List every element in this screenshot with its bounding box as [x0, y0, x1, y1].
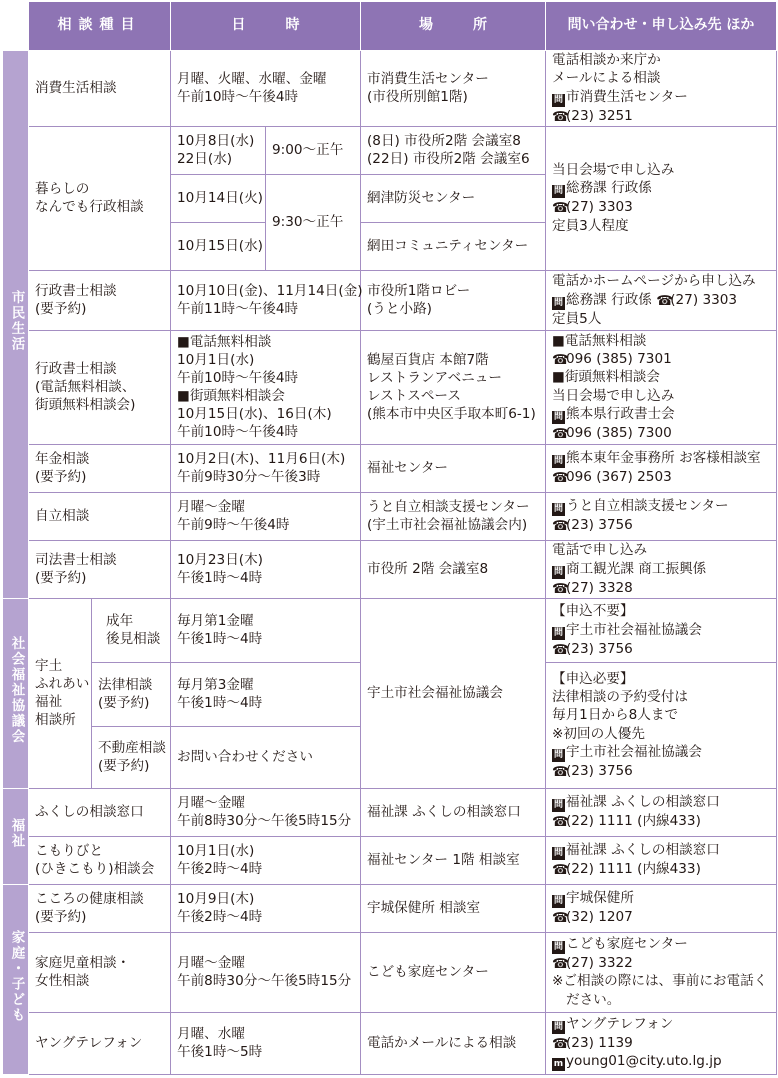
building-icon: 問: [553, 456, 563, 467]
row-datetime: 月曜、火曜、水曜、金曜 午前10時～午後4時: [171, 50, 361, 126]
fureai-group: 宇土 ふれあい 福祉 相談所: [29, 598, 92, 788]
row-place: うと自立相談支援センター (宇土市社会福祉協議会内): [361, 492, 546, 540]
building-icon: 問: [553, 297, 563, 308]
row-place: 福祉センター 1階 相談室: [361, 836, 546, 884]
row-gyosei: [3, 270, 777, 330]
telephone-icon: ☎: [552, 580, 569, 597]
telephone-icon: ☎: [552, 1035, 569, 1052]
row-datetime: 10月23日(木) 午後1時～4時: [171, 540, 361, 598]
building-icon: 問: [553, 627, 563, 638]
row-contact: 問 熊本東年金事務所 お客様相談室 ☎096 (367) 2503: [546, 444, 777, 492]
row-datetime: 毎月第3金曜 午後1時～4時: [171, 662, 361, 726]
row-kurashi-1: [3, 126, 777, 174]
row-contact: 当日会場で申し込み 問 総務課 行政係 ☎(27) 3303 定員3人程度: [546, 126, 777, 270]
row-place: 電話かメールによる相談: [361, 1012, 546, 1074]
row-datetime: 月曜～金曜 午前8時30分～午後5時15分: [171, 788, 361, 836]
row-jiritsu: [3, 492, 777, 540]
row-datetime: 10月1日(水) 午後2時～4時: [171, 836, 361, 884]
row-place: 福祉センター: [361, 444, 546, 492]
telephone-icon: ☎: [552, 425, 569, 442]
header-row: [3, 2, 777, 50]
row-shiho: [3, 540, 777, 598]
telephone-icon: ☎: [552, 910, 569, 927]
building-icon: 問: [553, 800, 563, 811]
young-email-link[interactable]: young01@city.uto.lg.jp: [566, 1053, 722, 1070]
row-place: 市役所 2階 会議室8: [361, 540, 546, 598]
consultation-table: [2, 2, 777, 1075]
row-contact: 問 宇城保健所 ☎(32) 1207: [546, 884, 777, 932]
telephone-icon: ☎: [552, 814, 569, 831]
row-katei-jido: [3, 932, 777, 1012]
row-place: こども家庭センター: [361, 932, 546, 1012]
building-icon: 問: [553, 749, 563, 760]
header-corner: [3, 2, 29, 50]
row-name: 不動産相談 (要予約): [92, 726, 171, 788]
row-time: 9:30～正午: [266, 174, 361, 270]
mail-icon: m: [553, 1059, 564, 1070]
row-name: 消費生活相談: [29, 50, 171, 126]
header-category: 相談種目: [29, 2, 171, 50]
row-name: 家庭児童相談・ 女性相談: [29, 932, 171, 1012]
row-name: 行政書士相談 (電話無料相談、 街頭無料相談会): [29, 330, 171, 444]
row-datetime: 月曜～金曜 午前8時30分～午後5時15分: [171, 932, 361, 1012]
row-name: 自立相談: [29, 492, 171, 540]
row-place: 宇城保健所 相談室: [361, 884, 546, 932]
row-datetime: 10月10日(金)、11月14日(金) 午前11時～午後4時: [171, 270, 361, 330]
row-name: こころの健康相談 (要予約): [29, 884, 171, 932]
row-kokoro: [3, 884, 777, 932]
row-place: 福祉課 ふくしの相談窓口: [361, 788, 546, 836]
row-place: 市消費生活センター (市役所別館1階): [361, 50, 546, 126]
row-place: 市役所1階ロビー (うと小路): [361, 270, 546, 330]
row-komoribito: [3, 836, 777, 884]
header-place: 場所: [361, 2, 546, 50]
category-shimin: 市民生活: [3, 50, 29, 598]
row-name: ヤングテレフォン: [29, 1012, 171, 1074]
telephone-icon: ☎: [552, 641, 569, 658]
telephone-icon: ☎: [552, 352, 569, 369]
row-datetime: ■電話無料相談 10月1日(水) 午前10時～午後4時 ■街頭無料相談会 10月15日(水)、16日(木) 午前10時～午後4時: [171, 330, 361, 444]
category-fukushi: 福祉: [3, 788, 29, 884]
category-shakyo: 社会福祉協議会: [3, 598, 29, 788]
row-name: 成年 後見相談: [92, 598, 171, 662]
row-place: 宇土市社会福祉協議会: [361, 598, 546, 788]
category-katei: 家庭・子ども: [3, 884, 29, 1074]
row-contact: 問 福祉課 ふくしの相談窓口 ☎(22) 1111 (内線433): [546, 788, 777, 836]
row-datetime: 月曜～金曜 午前9時～午後4時: [171, 492, 361, 540]
row-contact: 問 ヤングテレフォン ☎(23) 1139 m young01@city.uto.lg.jp: [546, 1012, 777, 1074]
row-fukushi-madoguchi: [3, 788, 777, 836]
building-icon: 問: [553, 504, 563, 515]
header-contact: 問い合わせ・申し込み先 ほか: [546, 2, 777, 50]
building-icon: 問: [553, 411, 563, 422]
row-contact: 電話相談か来庁か メールによる相談 問 市消費生活センター ☎(23) 3251: [546, 50, 777, 126]
telephone-icon: ☎: [552, 200, 569, 217]
building-icon: 問: [553, 896, 563, 907]
telephone-icon: ☎: [656, 292, 674, 309]
building-icon: 問: [553, 848, 563, 859]
row-contact: 電話かホームページから申し込み 問 総務課 行政係 ☎(27) 3303 定員5人: [546, 270, 777, 330]
row-name: こもりびと (ひきこもり)相談会: [29, 836, 171, 884]
row-seinen: [3, 598, 777, 662]
row-name: 司法書士相談 (要予約): [29, 540, 171, 598]
row-nenkin: [3, 444, 777, 492]
row-datetime: お問い合わせください: [171, 726, 361, 788]
row-place: 網田コミュニティセンター: [361, 222, 546, 270]
row-date: 10月14日(火): [171, 174, 266, 222]
row-shohi: [3, 50, 777, 126]
telephone-icon: ☎: [552, 862, 569, 879]
telephone-icon: ☎: [552, 763, 569, 780]
row-datetime: 毎月第1金曜 午後1時～4時: [171, 598, 361, 662]
row-datetime: 10月9日(木) 午後2時～4時: [171, 884, 361, 932]
row-contact: 問 うと自立相談支援センター ☎(23) 3756: [546, 492, 777, 540]
row-time: 9:00～正午: [266, 126, 361, 174]
building-icon: 問: [553, 1021, 563, 1032]
row-contact: 問 福祉課 ふくしの相談窓口 ☎(22) 1111 (内線433): [546, 836, 777, 884]
row-date: 10月8日(水) 22日(水): [171, 126, 266, 174]
row-name: 暮らしの なんでも行政相談: [29, 126, 171, 270]
telephone-icon: ☎: [552, 470, 569, 487]
building-icon: 問: [553, 566, 563, 577]
building-icon: 問: [553, 94, 563, 105]
row-contact: 電話で申し込み 問 商工観光課 商工振興係 ☎(27) 3328: [546, 540, 777, 598]
row-place: (8日) 市役所2階 会議室8 (22日) 市役所2階 会議室6: [361, 126, 546, 174]
telephone-icon: ☎: [552, 956, 569, 973]
telephone-icon: ☎: [552, 518, 569, 535]
header-datetime: 日時: [171, 2, 361, 50]
row-datetime: 10月2日(木)、11月6日(木) 午前9時30分～午後3時: [171, 444, 361, 492]
row-name: 行政書士相談 (要予約): [29, 270, 171, 330]
row-place: 鶴屋百貨店 本館7階 レストランアベニュー レストスペース (熊本市中央区手取本町6-1): [361, 330, 546, 444]
row-name: ふくしの相談窓口: [29, 788, 171, 836]
row-date: 10月15日(水): [171, 222, 266, 270]
row-contact: 問 こども家庭センター ☎(27) 3322 ※ご相談の際には、事前にお電話く ださい。: [546, 932, 777, 1012]
telephone-icon: ☎: [552, 108, 569, 125]
row-young: [3, 1012, 777, 1074]
row-contact: 【申込必要】 法律相談の予約受付は 毎月1日から8人まで ※初回の人優先 問 宇土市社会福祉協議会 ☎(23) 3756: [546, 662, 777, 788]
row-name: 年金相談 (要予約): [29, 444, 171, 492]
row-contact: 【申込不要】 問 宇土市社会福祉協議会 ☎(23) 3756: [546, 598, 777, 662]
row-gyosei-free: [3, 330, 777, 444]
row-place: 網津防災センター: [361, 174, 546, 222]
building-icon: 問: [553, 942, 563, 953]
building-icon: 問: [553, 186, 563, 197]
row-contact: ■電話無料相談 ☎096 (385) 7301 ■街頭無料相談会 当日会場で申し込み 問 熊本県行政書士会 ☎096 (385) 7300: [546, 330, 777, 444]
row-name: 法律相談 (要予約): [92, 662, 171, 726]
row-datetime: 月曜、水曜 午後1時～5時: [171, 1012, 361, 1074]
